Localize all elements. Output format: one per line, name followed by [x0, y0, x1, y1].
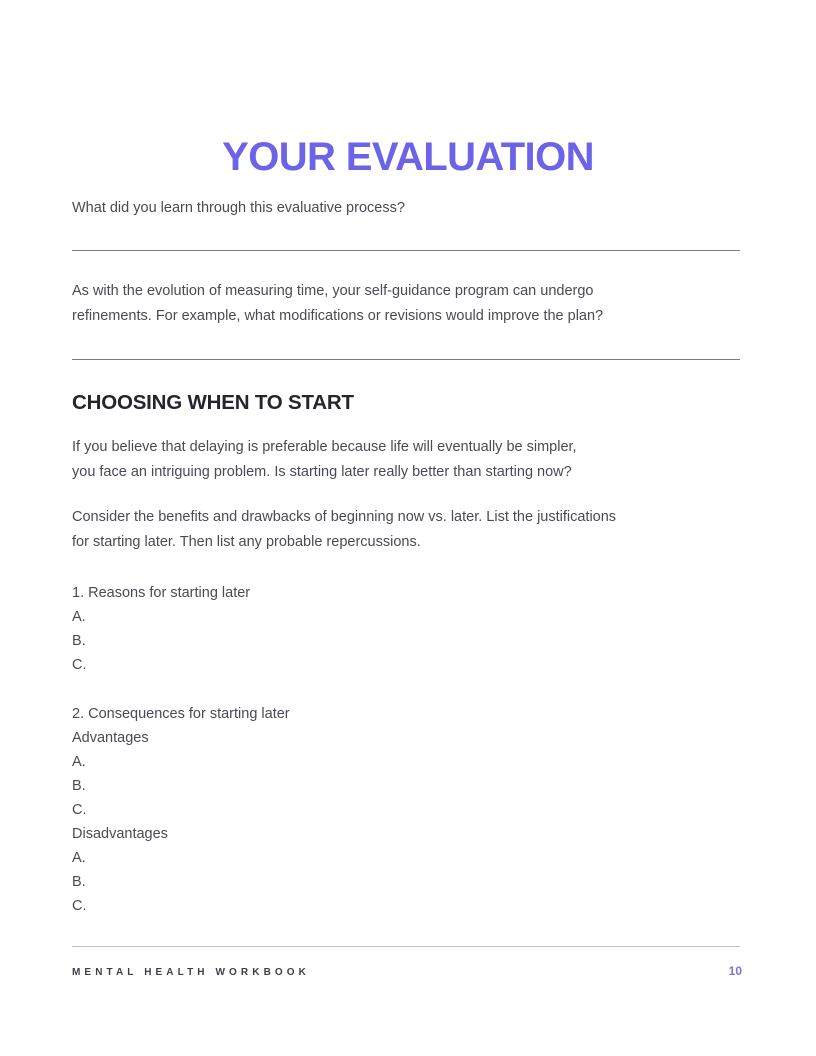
list-item[interactable]: C.: [72, 898, 87, 914]
section-paragraph-1-line-1: If you believe that delaying is preferable because life will eventually be simpler,: [72, 439, 577, 455]
advantages-label: Advantages: [72, 730, 149, 746]
list-item[interactable]: C.: [72, 802, 87, 818]
prompt-question-2-line-1: As with the evolution of measuring time, your self-guidance program can undergo: [72, 283, 594, 299]
list-item[interactable]: C.: [72, 657, 87, 673]
section-paragraph-1-line-2: you face an intriguing problem. Is starting later really better than starting now?: [72, 464, 572, 480]
page-content: [72, 196, 742, 918]
list-title-2: 2. Consequences for starting later: [72, 706, 290, 722]
footer-row: [72, 947, 742, 978]
list-item[interactable]: A.: [72, 609, 86, 625]
list-title-1: 1. Reasons for starting later: [72, 585, 251, 601]
section-paragraph-2-line-2: for starting later. Then list any probable repercussions.: [72, 534, 421, 550]
section-paragraph-2-line-1: Consider the benefits and drawbacks of beginning now vs. later. List the justifications: [72, 509, 617, 525]
footer-page-number: 10: [728, 964, 742, 978]
prompt-question-2: [72, 251, 742, 329]
list-item[interactable]: B.: [72, 874, 86, 890]
prompt-question-2-line-2: refinements. For example, what modifications or revisions would improve the plan?: [72, 308, 604, 324]
prompt-question-1: What did you learn through this evaluative process?: [72, 200, 405, 216]
list-item[interactable]: A.: [72, 850, 86, 866]
list-block-reasons: [72, 555, 742, 677]
footer-workbook-label: MENTAL HEALTH WORKBOOK: [72, 967, 310, 978]
page-footer: [72, 946, 742, 978]
section-paragraph-2: [72, 485, 742, 555]
list-item[interactable]: B.: [72, 778, 86, 794]
section-heading: CHOOSING WHEN TO START: [72, 391, 354, 414]
page-title: YOUR EVALUATION: [222, 134, 594, 179]
list-item[interactable]: B.: [72, 633, 86, 649]
section-paragraph-1: [72, 415, 742, 485]
list-item[interactable]: A.: [72, 754, 86, 770]
list-block-consequences: [72, 677, 742, 918]
disadvantages-label: Disadvantages: [72, 826, 168, 842]
